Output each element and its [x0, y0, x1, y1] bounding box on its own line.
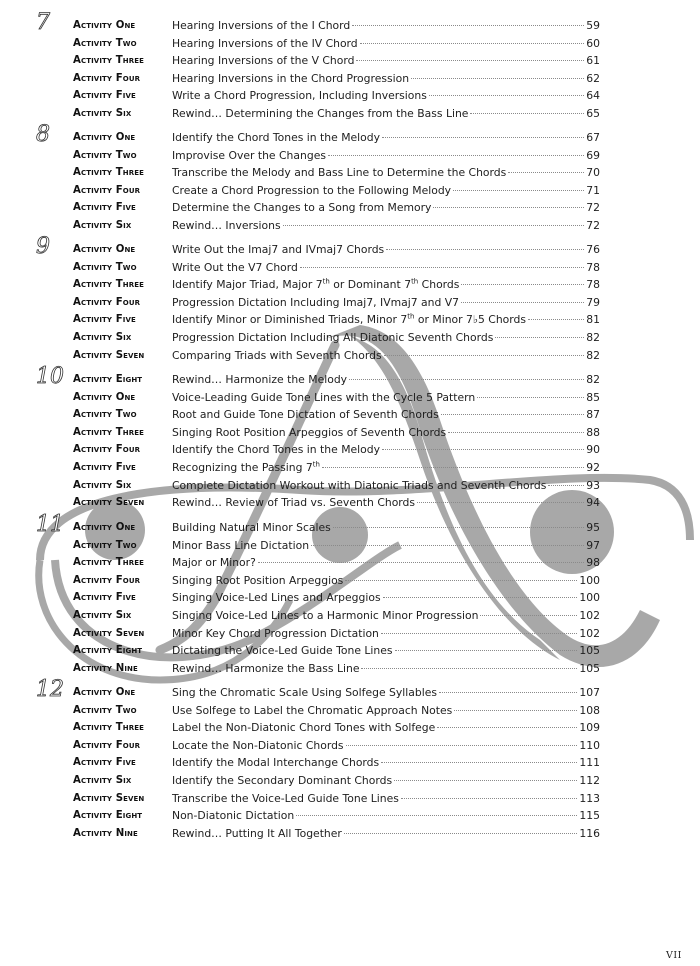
chapter-11: [0, 512, 700, 677]
dot-leader: [382, 449, 584, 450]
activity-title: Identify the Chord Tones in the Melody: [172, 443, 381, 457]
dot-leader: [508, 172, 584, 173]
chapter-number: 8: [36, 122, 50, 147]
activity-label: Activity Six: [73, 479, 132, 491]
toc-row[interactable]: [0, 217, 700, 235]
toc-row[interactable]: [0, 625, 700, 643]
activity-title: Non-Diatonic Dictation: [172, 809, 295, 823]
toc-row[interactable]: [0, 642, 700, 660]
activity-label: Activity Eight: [73, 374, 143, 385]
activity-label: Activity Three: [73, 167, 144, 179]
activity-title: Hearing Inversions of the V Chord: [172, 54, 355, 68]
activity-label: Activity Five: [73, 461, 136, 473]
activity-label: Activity Five: [73, 202, 136, 214]
activity-title: Comparing Triads with Seventh Chords: [172, 348, 382, 362]
page-footer-number: VII: [666, 950, 682, 961]
dot-leader: [411, 78, 584, 79]
activity-title: Create a Chord Progression to the Following Melody: [172, 183, 452, 197]
toc-row[interactable]: [0, 371, 700, 389]
activity-title: Rewind… Review of Triad vs. Seventh Chords: [172, 496, 416, 510]
page-number: 82: [586, 348, 600, 362]
activity-title: Identify the Chord Tones in the Melody: [172, 131, 381, 144]
activity-title: Write a Chord Progression, Including Inversions: [172, 89, 427, 103]
toc-row[interactable]: [0, 241, 700, 259]
page-number: 109: [579, 721, 600, 735]
dot-leader: [480, 615, 577, 616]
dot-leader: [311, 545, 584, 546]
page-number: 61: [586, 54, 600, 68]
toc-row[interactable]: [0, 477, 700, 495]
activity-title: Singing Root Position Arpeggios: [172, 573, 344, 587]
chapter-7: [0, 10, 700, 123]
activity-label: Activity Two: [73, 409, 137, 421]
page-number: 82: [586, 330, 600, 344]
toc-row[interactable]: [0, 406, 700, 424]
toc-row[interactable]: [0, 589, 700, 607]
page-number: 59: [586, 19, 600, 32]
page-number: 79: [586, 295, 600, 309]
dot-leader: [360, 43, 585, 44]
activity-label: Activity Six: [73, 609, 132, 621]
activity-label: Activity Four: [73, 739, 141, 751]
dot-leader: [300, 267, 584, 268]
activity-label: Activity Two: [73, 37, 137, 49]
dot-leader: [461, 284, 584, 285]
dot-leader: [461, 302, 584, 303]
activity-title: Major or Minor?: [172, 556, 256, 570]
toc-row[interactable]: [0, 519, 700, 537]
dot-leader: [394, 780, 577, 781]
page-number: 76: [586, 243, 600, 256]
activity-label: Activity Seven: [73, 792, 145, 804]
page-number: 102: [579, 626, 600, 640]
page-number: 100: [579, 573, 600, 587]
activity-title: Locate the Non-Diatonic Chords: [172, 738, 344, 752]
activity-title: Identify the Secondary Dominant Chords: [172, 773, 393, 787]
page-number: 110: [579, 738, 600, 752]
activity-label: Activity Eight: [73, 810, 143, 822]
activity-label: Activity Three: [73, 557, 144, 569]
dot-leader: [477, 397, 584, 398]
activity-label: Activity Eight: [73, 645, 143, 657]
dot-leader: [528, 319, 584, 320]
activity-title: Rewind… Inversions: [172, 218, 281, 232]
activity-label: Activity Two: [73, 261, 137, 273]
page-number: 62: [586, 71, 600, 85]
toc-row[interactable]: [0, 825, 700, 843]
page-number: 111: [579, 756, 600, 770]
activity-title: Determine the Changes to a Song from Memory: [172, 201, 432, 215]
toc-row[interactable]: [0, 70, 700, 88]
dot-leader: [439, 692, 577, 693]
dot-leader: [356, 60, 584, 61]
page-number: 116: [579, 826, 600, 840]
toc-row[interactable]: [0, 772, 700, 790]
activity-label: Activity One: [73, 244, 136, 255]
page-number: 90: [586, 443, 600, 457]
activity-label: Activity Three: [73, 426, 144, 438]
dot-leader: [386, 249, 584, 250]
activity-title: Write Out the Imaj7 and IVmaj7 Chords: [172, 243, 385, 256]
activity-label: Activity One: [73, 522, 136, 533]
toc-row[interactable]: [0, 607, 700, 625]
activity-title: Singing Root Position Arpeggios of Seventh Chords: [172, 425, 447, 439]
activity-label: Activity One: [73, 132, 136, 143]
chapter-number: 12: [36, 677, 64, 702]
toc-row[interactable]: [0, 737, 700, 755]
page-number: 70: [586, 166, 600, 180]
activity-label: Activity One: [73, 687, 136, 698]
activity-title: Sing the Chromatic Scale Using Solfege Syllables: [172, 686, 438, 699]
page-number: 94: [586, 496, 600, 510]
activity-label: Activity Three: [73, 55, 144, 67]
dot-leader: [448, 432, 584, 433]
toc-row[interactable]: [0, 790, 700, 808]
activity-label: Activity Six: [73, 219, 132, 231]
ordinal-suffix: th: [407, 312, 415, 321]
dot-leader: [454, 710, 577, 711]
activity-title: Hearing Inversions in the Chord Progression: [172, 71, 410, 85]
page-number: 113: [579, 791, 600, 805]
activity-label: Activity Four: [73, 444, 141, 456]
activity-label: Activity Five: [73, 592, 136, 604]
activity-label: Activity Six: [73, 107, 132, 119]
activity-label: Activity Four: [73, 296, 141, 308]
toc-row[interactable]: [0, 459, 700, 477]
page-number: 100: [579, 591, 600, 605]
dot-leader: [349, 379, 584, 380]
chapter-number: 9: [36, 234, 50, 259]
dot-leader: [296, 815, 577, 816]
activity-title: Transcribe the Voice-Led Guide Tone Lines: [172, 791, 399, 805]
toc-row[interactable]: [0, 537, 700, 555]
page-number: 69: [586, 148, 600, 162]
page-number: 97: [586, 538, 600, 552]
toc-row[interactable]: [0, 182, 700, 200]
dot-leader: [381, 762, 577, 763]
activity-label: Activity Nine: [73, 662, 138, 674]
toc-row[interactable]: [0, 441, 700, 459]
page-number: 115: [579, 809, 600, 823]
dot-leader: [322, 467, 584, 468]
dot-leader: [429, 95, 584, 96]
activity-title: Identify the Modal Interchange Chords: [172, 756, 380, 770]
toc-row[interactable]: [0, 807, 700, 825]
dot-leader: [346, 745, 578, 746]
chapter-12: [0, 677, 700, 842]
toc-row[interactable]: [0, 660, 700, 678]
toc-row[interactable]: [0, 105, 700, 123]
chapter-number: 10: [36, 364, 64, 389]
dot-leader: [361, 668, 577, 669]
activity-title: Minor Bass Line Dictation: [172, 538, 310, 552]
activity-label: Activity One: [73, 20, 136, 31]
activity-title: Progression Dictation Including Imaj7, IVmaj7 and V7: [172, 295, 460, 309]
toc-row[interactable]: [0, 329, 700, 347]
activity-title: Improvise Over the Changes: [172, 148, 326, 162]
activity-label: Activity Seven: [73, 627, 145, 639]
page-number: 65: [586, 106, 600, 120]
activity-title: Singing Voice-Led Lines and Arpeggios: [172, 591, 381, 605]
activity-title: Write Out the V7 Chord: [172, 260, 298, 274]
toc-row[interactable]: [0, 87, 700, 105]
dot-leader: [383, 597, 578, 598]
page-number: 78: [586, 278, 600, 292]
page-number: 107: [579, 686, 600, 699]
activity-title: Root and Guide Tone Dictation of Seventh Chords: [172, 408, 439, 422]
toc-row[interactable]: [0, 684, 700, 702]
dot-leader: [437, 727, 577, 728]
dot-leader: [401, 798, 577, 799]
page-number: 108: [579, 703, 600, 717]
toc-row[interactable]: [0, 164, 700, 182]
dot-leader: [384, 355, 585, 356]
activity-label: Activity Four: [73, 72, 141, 84]
activity-label: Activity Two: [73, 704, 137, 716]
page-number: 67: [586, 131, 600, 144]
toc-row[interactable]: [0, 52, 700, 70]
activity-title: Progression Dictation Including All Diatonic Seventh Chords: [172, 330, 494, 344]
dot-leader: [328, 155, 584, 156]
activity-title: Singing Voice-Led Lines to a Harmonic Minor Progression: [172, 608, 479, 622]
toc-row[interactable]: [0, 311, 700, 329]
toc-row[interactable]: [0, 702, 700, 720]
page-number: 93: [586, 478, 600, 492]
toc-row[interactable]: [0, 199, 700, 217]
page-number: 105: [579, 661, 600, 675]
page-number: 88: [586, 425, 600, 439]
dot-leader: [333, 527, 584, 528]
activity-title: Rewind… Determining the Changes from the Bass Line: [172, 106, 469, 120]
activity-title: Building Natural Minor Scales: [172, 521, 331, 534]
toc-row[interactable]: [0, 424, 700, 442]
ordinal-suffix: th: [322, 277, 330, 286]
dot-leader: [345, 580, 577, 581]
activity-label: Activity Four: [73, 574, 141, 586]
ordinal-suffix: th: [411, 277, 419, 286]
chapter-9: [0, 234, 700, 364]
page-number: 102: [579, 608, 600, 622]
dot-leader: [470, 113, 584, 114]
activity-title: Complete Dictation Workout with Diatonic Triads and Seventh Chords: [172, 478, 547, 492]
activity-title: Label the Non-Diatonic Chord Tones with Solfege: [172, 721, 436, 735]
dot-leader: [453, 190, 584, 191]
activity-label: Activity Nine: [73, 827, 138, 839]
page-number: 64: [586, 89, 600, 103]
activity-label: Activity Five: [73, 314, 136, 326]
ordinal-suffix: th: [312, 460, 320, 469]
dot-leader: [258, 562, 584, 563]
activity-title: Rewind… Harmonize the Melody: [172, 373, 348, 386]
page-number: 72: [586, 201, 600, 215]
dot-leader: [548, 485, 584, 486]
toc-row[interactable]: [0, 276, 700, 294]
toc-row[interactable]: [0, 389, 700, 407]
chapter-10: [0, 364, 700, 512]
activity-title: Rewind… Harmonize the Bass Line: [172, 661, 360, 675]
chapter-number: 11: [36, 512, 64, 537]
activity-title: Transcribe the Melody and Bass Line to Determine the Chords: [172, 166, 507, 180]
activity-title: Rewind… Putting It All Together: [172, 826, 342, 840]
dot-leader: [417, 502, 584, 503]
activity-label: Activity Seven: [73, 497, 145, 509]
page-number: 72: [586, 218, 600, 232]
activity-label: Activity Three: [73, 279, 144, 291]
activity-label: Activity One: [73, 391, 136, 403]
activity-label: Activity Seven: [73, 349, 145, 361]
chapter-8: [0, 122, 700, 235]
page-number: 92: [586, 460, 600, 474]
page-number: 105: [579, 644, 600, 658]
dot-leader: [283, 225, 585, 226]
activity-label: Activity Five: [73, 90, 136, 102]
dot-leader: [395, 650, 578, 651]
activity-title: Voice-Leading Guide Tone Lines with the Cycle 5 Pattern: [172, 390, 476, 404]
dot-leader: [381, 633, 577, 634]
page-number: 95: [586, 521, 600, 534]
toc-row[interactable]: [0, 572, 700, 590]
toc-row[interactable]: [0, 147, 700, 165]
dot-leader: [441, 414, 585, 415]
toc-row[interactable]: [0, 754, 700, 772]
page-number: 82: [586, 373, 600, 386]
page-number: 78: [586, 260, 600, 274]
toc-row[interactable]: [0, 259, 700, 277]
activity-title: Identify Major Triad, Major 7th or Dominant 7th Chords: [172, 277, 460, 292]
activity-title: Identify Minor or Diminished Triads, Minor 7th or Minor 7♭5 Chords: [172, 312, 527, 327]
activity-title: Hearing Inversions of the IV Chord: [172, 36, 358, 50]
activity-label: Activity Six: [73, 331, 132, 343]
chapter-number: 7: [36, 10, 50, 35]
toc-row[interactable]: [0, 719, 700, 737]
page-number: 112: [579, 773, 600, 787]
toc-row[interactable]: [0, 17, 700, 35]
toc-row[interactable]: [0, 347, 700, 365]
activity-title: Minor Key Chord Progression Dictation: [172, 626, 379, 640]
toc-row[interactable]: [0, 554, 700, 572]
activity-label: Activity Two: [73, 149, 137, 161]
activity-label: Activity Two: [73, 539, 137, 551]
activity-title: Dictating the Voice-Led Guide Tone Lines: [172, 644, 393, 658]
activity-label: Activity Five: [73, 757, 136, 769]
page-number: 60: [586, 36, 600, 50]
page-number: 98: [586, 556, 600, 570]
page-number: 81: [586, 313, 600, 327]
dot-leader: [352, 25, 584, 26]
toc-row[interactable]: [0, 494, 700, 512]
activity-title: Hearing Inversions of the I Chord: [172, 19, 351, 32]
toc-row[interactable]: [0, 294, 700, 312]
page-number: 87: [586, 408, 600, 422]
activity-title: Recognizing the Passing 7th: [172, 460, 320, 474]
page-number: 85: [586, 390, 600, 404]
page-number: 71: [586, 183, 600, 197]
activity-label: Activity Four: [73, 184, 141, 196]
toc-row[interactable]: [0, 35, 700, 53]
dot-leader: [344, 833, 578, 834]
toc-row[interactable]: [0, 129, 700, 147]
dot-leader: [382, 137, 584, 138]
activity-label: Activity Three: [73, 722, 144, 734]
dot-leader: [433, 207, 584, 208]
activity-title: Use Solfege to Label the Chromatic Approach Notes: [172, 703, 453, 717]
dot-leader: [495, 337, 584, 338]
activity-label: Activity Six: [73, 774, 132, 786]
